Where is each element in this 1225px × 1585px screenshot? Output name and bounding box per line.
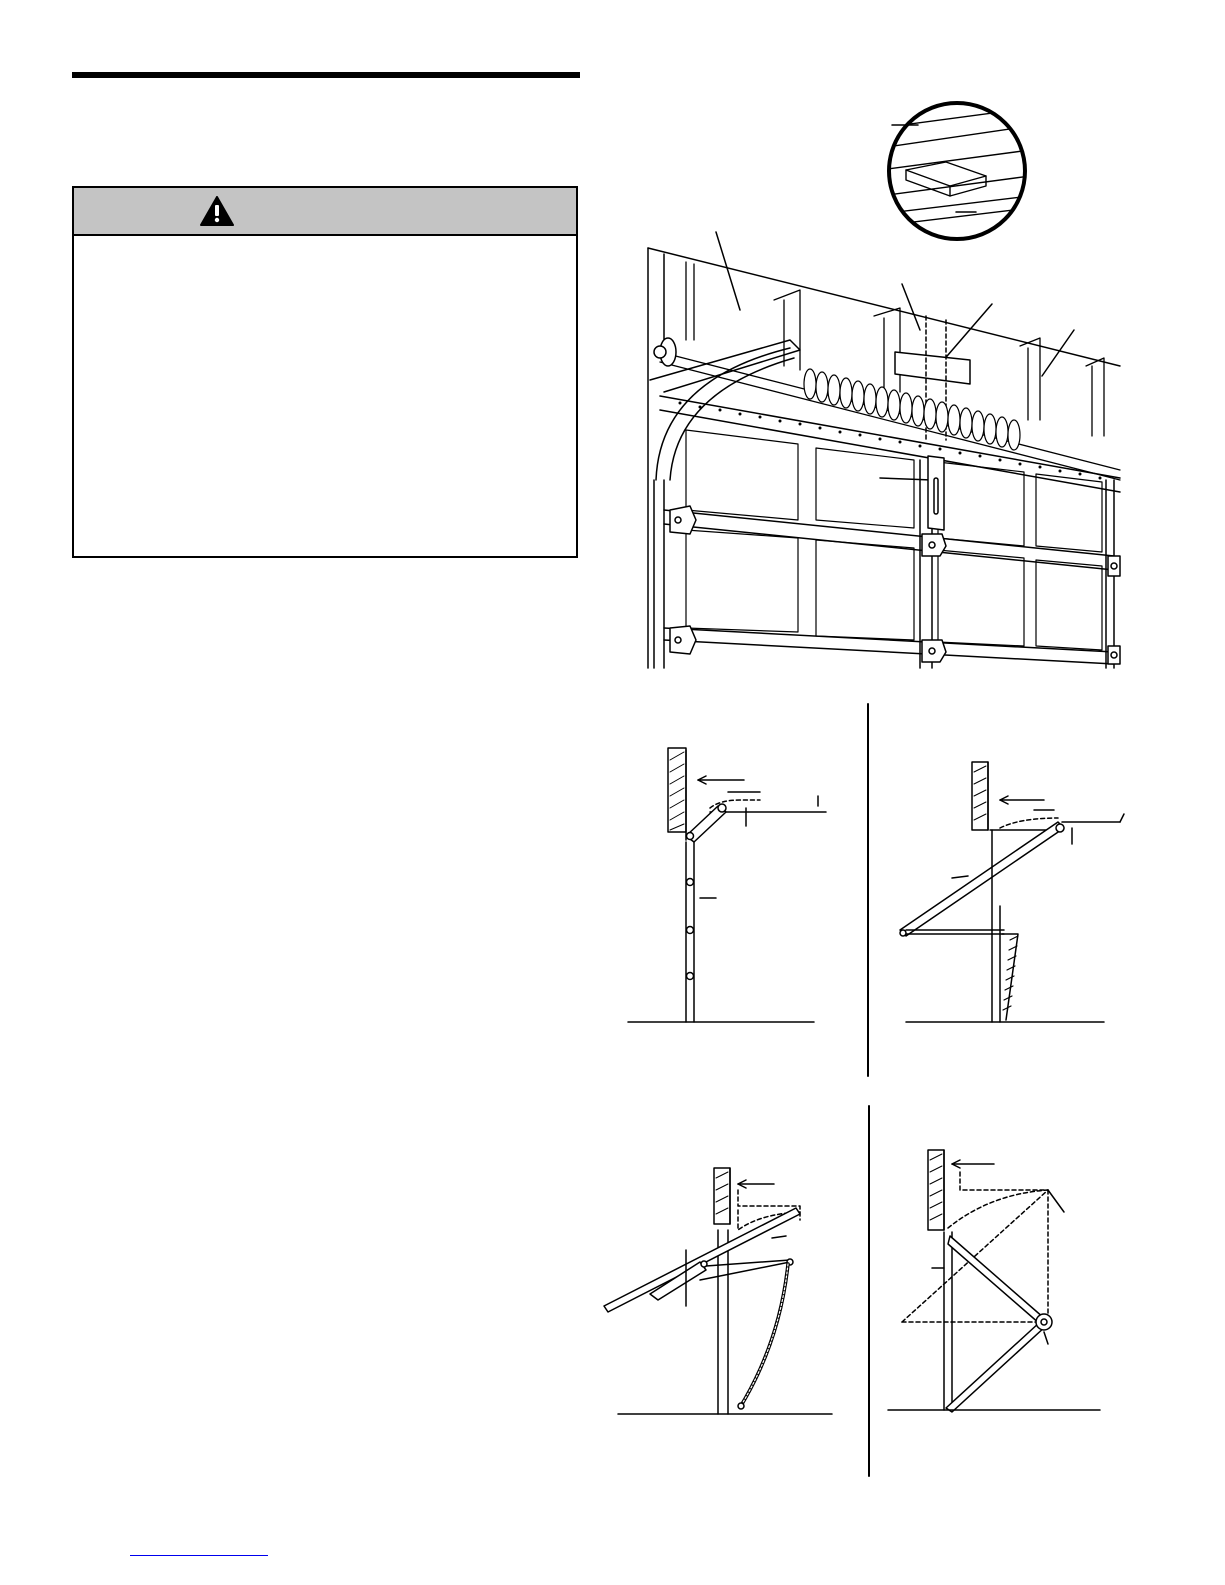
one-piece-door-track-side-view-icon: [900, 762, 1124, 1022]
footer-link-underline[interactable]: [130, 1555, 268, 1556]
sectional-door-header-icon: [648, 232, 1120, 668]
one-piece-door-pivot-side-view-icon: [888, 1150, 1100, 1412]
header-bracket-detail-icon: [880, 103, 1030, 239]
sectional-door-side-view-icon: [628, 748, 826, 1022]
one-piece-door-jamb-hardware-side-view-icon: [604, 1168, 832, 1414]
